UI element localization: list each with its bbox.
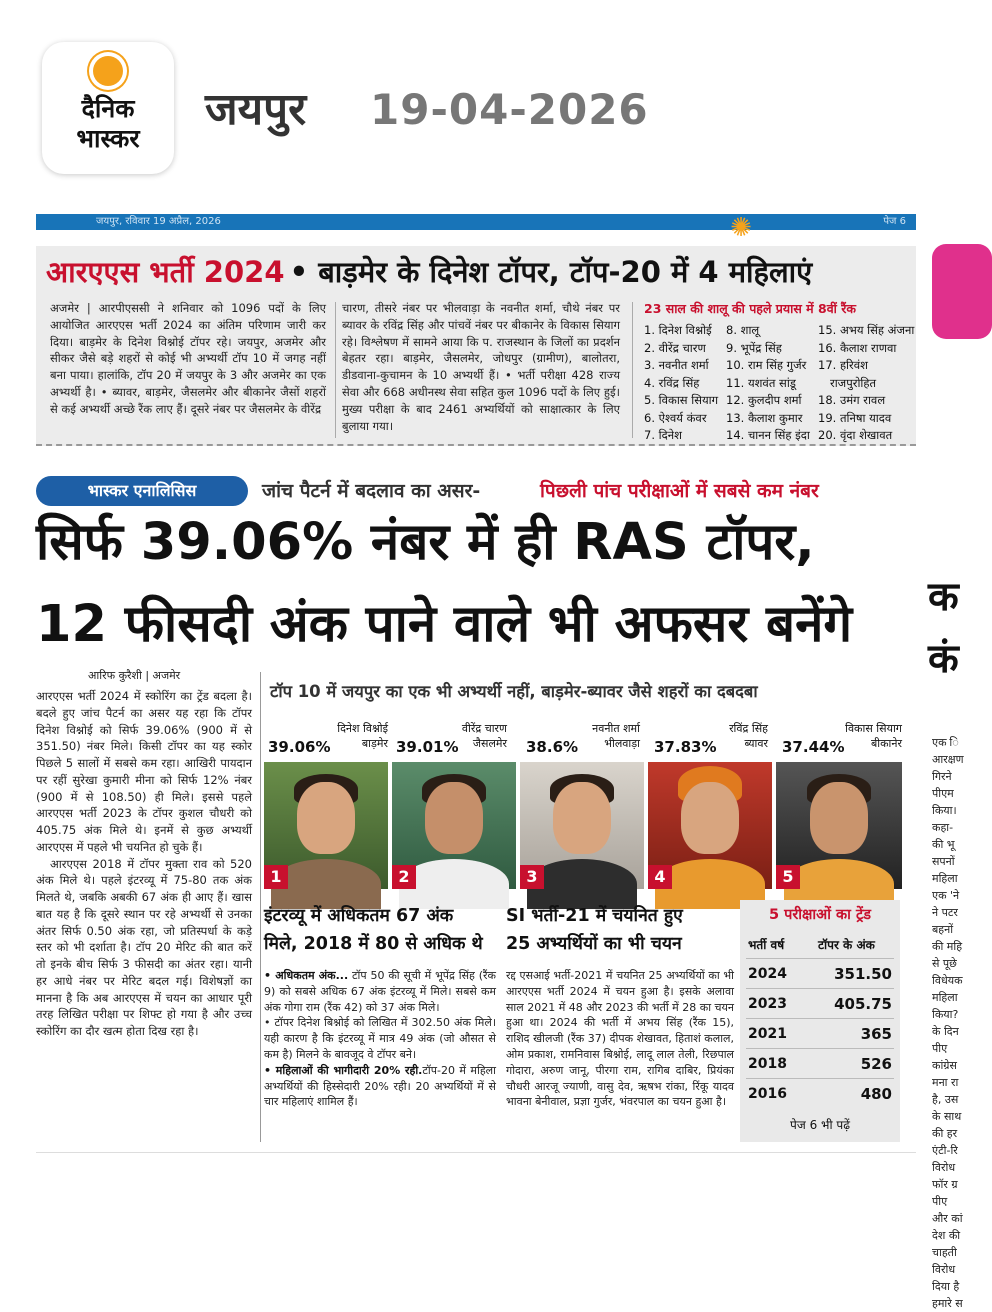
trend-score: 526 xyxy=(860,1055,892,1073)
trend-col-year: भर्ती वर्ष xyxy=(748,938,785,952)
side-text-line: मना रा xyxy=(932,1076,959,1089)
side-text-line: की हर xyxy=(932,1127,958,1140)
trend-score: 365 xyxy=(860,1025,892,1043)
interview-point-lead: • महिलाओं की भागीदारी 20% रही. xyxy=(264,1063,423,1077)
side-text-line: महिला xyxy=(932,991,958,1004)
rank-list-title: 23 साल की शालू की पहले प्रयास में 8वीं रैंक xyxy=(644,301,856,316)
topper-name: रविंद्र सिंह xyxy=(729,722,768,735)
rank-item: 14. चानन सिंह इंदा xyxy=(726,428,810,442)
si-body xyxy=(506,968,734,1146)
story-body xyxy=(36,688,252,1146)
side-text-line: महिला xyxy=(932,872,958,885)
side-text-line: ने पटर xyxy=(932,906,958,919)
rank-item: 19. तनिषा यादव xyxy=(818,410,892,425)
side-text xyxy=(932,734,972,1312)
side-text-line: पीए xyxy=(932,1195,948,1208)
topper-percent: 37.83% xyxy=(654,738,717,756)
rank-item: 7. दिनेश xyxy=(644,428,682,442)
rank-item: 9. भूपेंद्र सिंह xyxy=(726,340,782,355)
side-text-line: सपनों xyxy=(932,855,955,868)
side-text-line: बहनों xyxy=(932,923,954,936)
side-text-line: एंटी-रि xyxy=(932,1144,958,1157)
rank-number: 2 xyxy=(392,865,416,889)
topper-city: जैसलमेर xyxy=(472,737,507,750)
dainik-bhaskar-logo[interactable] xyxy=(42,42,174,174)
topper-city: ब्यावर xyxy=(744,737,768,750)
rank-number: 1 xyxy=(264,865,288,889)
topper-photo xyxy=(776,762,902,889)
rank-item: राजपुरोहित xyxy=(830,375,877,390)
side-text-line: से पूछे xyxy=(932,957,957,970)
bhaskar-analysis-badge: भास्कर एनालिसिस xyxy=(36,476,248,506)
side-text-line: है, उस xyxy=(932,1093,959,1106)
sun-mark-icon: ✺ xyxy=(730,213,752,243)
rank-item: 12. कुलदीप शर्मा xyxy=(726,393,802,407)
side-text-line: किया? xyxy=(932,1008,959,1021)
pink-graphic xyxy=(932,244,992,339)
topper-name: नवनीत शर्मा xyxy=(592,722,640,735)
table-rule xyxy=(746,1018,894,1019)
ras-headline xyxy=(46,252,906,294)
interview-point-lead: • अधिकतम अंक... xyxy=(264,969,349,982)
trend-year: 2021 xyxy=(748,1026,787,1042)
story-kicker: जांच पैटर्न में बदलाव का असर- xyxy=(262,480,481,502)
si-text: रद्द एसआई भर्ती-2021 में चयनित 25 अभ्यर्थियों का भी आरएएस भर्ती 2024 में चयन हुआ है। इसके अलावा साल 2021 में 48 और 2023 की भर्ती में 28 का चयन हुआ था। 2024 की भर्ती में अभय सिंह (रैंक 15), राशिद खीलजी (रैंक 37) दीपक शेखावत, हिताशं कलाल, ओम प्रकाश, रामनिवास बिश्नोई, लादू लाल तेली, रिछपाल गोदारा, अरुण जानू, पीरगा राम, रागिब दाबिर, प्रियंका चौधरी आरजू ज्याणी, वासु देव, ऋषभ रांका, रिंकू यादव भावना बेनीवाल, प्रज्ञा गुर्जर, भंवरपाल का चयन हुआ है। xyxy=(506,969,735,1109)
topper-percent: 39.01% xyxy=(396,738,459,756)
rank-number: 3 xyxy=(520,865,544,889)
side-text-line: कांग्रेस xyxy=(932,1059,957,1072)
side-text-line: गिरने xyxy=(932,770,952,783)
topper-photo xyxy=(392,762,516,889)
rank-item: 13. कैलाश कुमार xyxy=(726,410,803,425)
ras-column-2: चारण, तीसरे नंबर पर भीलवाड़ा के नवनीत शर्मा, चौथे नंबर पर ब्यावर के रविंद्र सिंह और पांचवें नंबर पर बीकानेर के विकास सियाग रहे। विश्लेषण में सामने आया कि प. राजस्थान के जिलों का प्रदर्शन बेहतर रहा। बाड़मेर, जैसलमेर, जोधपुर (ग्रामीण), बालोतरा, डीडवाना-कुचामन के 10 अभ्यर्थी हैं। • भर्ती परीक्षा 428 राज्य सेवा और 668 अधीनस्थ सेवा सहित कुल 1096 पदों के लिए हुई। मुख्य परीक्षा के बाद 2461 अभ्यर्थियों को साक्षात्कार के लिए बुलाया गया। xyxy=(342,301,620,433)
topper-name: विकास सियाग xyxy=(845,722,902,735)
topper-city: बीकानेर xyxy=(870,737,902,750)
rank-number: 5 xyxy=(776,865,800,889)
byline: आरिफ कुरैशी | अजमेर xyxy=(88,669,181,682)
side-text-line: की महि xyxy=(932,940,963,953)
rank-item: 1. दिनेश विश्नोई xyxy=(644,323,712,337)
topper-percent: 39.06% xyxy=(268,738,331,756)
band-date: जयपुर, रविवार 19 अप्रैल, 2026 xyxy=(96,216,221,227)
side-text-line: एक ि xyxy=(932,736,959,749)
edition-city: जयपुर xyxy=(205,84,307,135)
interview-point: • टॉपर दिनेश बिश्नोई को लिखित में 302.50 अंक मिले। यही कारण है कि इंटरव्यू में मात्र 49 अंक (जो औसत से कम है) मिलने के बावजूद वे टॉपर बने। xyxy=(264,1016,496,1061)
trend-col-score: टॉपर के अंक xyxy=(818,938,875,952)
ras-column-1: अजमेर | आरपीएससी ने शनिवार को 1096 पदों के लिए आयोजित आरएएस भर्ती 2024 का अंतिम परिणाम जारी कर दिया। बाड़मेर के दिनेश विश्नोई टॉपर रहे। जयपुर, अजमेर और सीकर जैसे बड़े शहरों से कोई भी अभ्यर्थी टॉप 10 में जगह नहीं बना पाया। हालांकि, टॉप 20 में जयपुर के 3 और अजमेर का एक अभ्यर्थी है। • ब्यावर, बाड़मेर, जैसलमेर और बीकानेर जैसों शहरों से कई अभ्यर्थी अच्छे रैंक लाए हैं। दूसरे नंबर पर जैसलमेर के वीरेंद्र xyxy=(50,301,326,416)
main-headline-line-1: सिर्फ 39.06% नंबर में ही RAS टॉपर, xyxy=(36,513,815,572)
photo-strip-subhead: टॉप 10 में जयपुर का एक भी अभ्यर्थी नहीं, बाड़मेर-ब्यावर जैसे शहरों का दबदबा xyxy=(270,682,758,701)
edition-date[interactable]: 19-04-2026 xyxy=(370,85,649,134)
side-text-line: विधेयक xyxy=(932,974,963,987)
topper-city: बाड़मेर xyxy=(361,737,388,750)
trend-table-title: 5 परीक्षाओं का ट्रेंड xyxy=(768,907,872,923)
interview-point xyxy=(264,1063,496,1110)
side-text-line: चाहती xyxy=(932,1246,957,1259)
side-text-line: के दिन xyxy=(932,1025,959,1038)
interview-heading-2: मिले, 2018 में 80 से अधिक थे xyxy=(264,934,483,954)
logo-line-2: भास्कर xyxy=(76,124,140,153)
story-paragraph: आरएएस 2018 में टॉपर मुक्ता राव को 520 अंक मिले थे। पहले इंटरव्यू में 75-80 तक अंक मिलते थे, जबकि अबकी 67 अंक ही आए हैं। खास बात यह है कि दूसरे स्थान पर रहे अभ्यर्थी से उनका अंतर सिर्फ 0.50 अंक रहा, जो प्रतिस्पर्धा के कड़े स्तर को भी दर्शाता है। टॉप 20 मेरिट की बात करें तो इनके बीच सिर्फ 3 फीसदी का अंतर रहा। यानी हर आधे नंबर पर मेरिट बदल गई। विशेषज्ञों का मानना है कि अब आरएएस में चयन का आधार पूरी तरह लिखित परीक्षा पर शिफ्ट हो गया है और उच्च स्कोरिंग का दौर खत्म होता दिख रहा है। xyxy=(36,856,252,1038)
logo-line-1: दैनिक xyxy=(81,94,135,123)
interview-body xyxy=(264,968,496,1146)
side-text-line: विरोध xyxy=(932,1263,956,1276)
trend-score: 480 xyxy=(860,1085,892,1103)
rank-item: 20. वृंदा शेखावत xyxy=(818,428,893,442)
topper-photo xyxy=(648,762,772,889)
topper-name: वीरेंद्र चारण xyxy=(461,722,507,735)
rank-item: 6. ऐश्वर्य कंवर xyxy=(644,410,707,425)
side-text-line: दिया है xyxy=(932,1280,960,1293)
page-bottom-edge xyxy=(36,1152,916,1161)
rank-item: 16. कैलाश राणवा xyxy=(818,340,897,355)
topper-photo xyxy=(520,762,644,889)
rank-item: 2. वीरेंद्र चारण xyxy=(644,340,706,355)
table-rule xyxy=(746,988,894,989)
rank-item: 3. नवनीत शर्मा xyxy=(644,358,709,372)
side-text-line: पीए xyxy=(932,1042,948,1055)
rank-item: 17. हरिवंश xyxy=(818,358,868,372)
side-headline-1: क xyxy=(928,574,959,620)
si-heading-1: SI भर्ती-21 में चयनित हुए xyxy=(506,906,683,926)
trend-year: 2024 xyxy=(748,966,787,982)
rank-item: 15. अभय सिंह अंजना xyxy=(818,323,915,337)
side-text-line: और कां xyxy=(932,1212,963,1225)
column-divider xyxy=(632,302,633,438)
rank-number: 4 xyxy=(648,865,672,889)
side-text-line: आरक्षण xyxy=(932,753,964,766)
trend-score: 405.75 xyxy=(834,995,892,1013)
rank-item: 11. यशवंत सांडू xyxy=(726,375,796,390)
side-text-line: देश की xyxy=(932,1229,961,1242)
rank-item: 5. विकास सियाग xyxy=(644,393,719,407)
column-divider xyxy=(335,302,336,438)
si-heading-2: 25 अभ्यर्थियों का भी चयन xyxy=(506,934,682,954)
rank-item: 18. उमंग रावल xyxy=(818,393,886,407)
trend-year: 2023 xyxy=(748,996,787,1012)
topper-photo xyxy=(264,762,388,889)
trend-score: 351.50 xyxy=(834,965,892,983)
side-text-line: एक 'ने xyxy=(932,889,960,902)
interview-point xyxy=(264,968,496,1015)
table-rule xyxy=(746,1078,894,1079)
read-page-6-link[interactable]: पेज 6 भी पढ़ें xyxy=(790,1118,850,1132)
topper-city: भीलवाड़ा xyxy=(604,737,640,750)
side-text-line: हमारे स xyxy=(932,1297,963,1310)
side-text-line: की भू xyxy=(932,838,955,851)
rank-list xyxy=(644,322,915,442)
side-text-line: के साथ xyxy=(932,1110,962,1123)
interview-point-text: टॉप 50 की सूची में भूपेंद्र सिंह (रैंक 9) को सबसे अधिक 67 अंक इंटरव्यू में मिले। सबसे कम अंक गोगा राम (रैंक 42) को 37 अंक मिले। xyxy=(264,969,496,1014)
table-rule xyxy=(746,958,894,959)
rank-item: 10. राम सिंह गुर्जर xyxy=(726,358,807,372)
band-page: पेज 6 xyxy=(883,216,906,227)
page-top-band xyxy=(36,214,916,230)
ras-headline-red: आरएएस भर्ती 2024 xyxy=(46,255,285,289)
side-text-line: फॉर ग्र xyxy=(932,1178,958,1191)
trend-year: 2018 xyxy=(748,1056,787,1072)
trend-year: 2016 xyxy=(748,1086,787,1102)
rank-item: 8. शालू xyxy=(726,323,760,337)
side-headline-2: कं xyxy=(928,636,959,682)
side-text-line: कहा- xyxy=(932,821,954,834)
topper-name: दिनेश विश्नोई xyxy=(337,722,388,735)
ras-headline-black: • बाड़मेर के दिनेश टॉपर, टॉप-20 में 4 महिलाएं xyxy=(289,255,813,289)
interview-point-text: टॉप-20 में महिला अभ्यर्थियों की हिस्सेदारी 20% रही। 20 अभ्यर्थियों में से चार महिलाएं शामिल हैं। xyxy=(264,1063,496,1109)
topper-percent: 37.44% xyxy=(782,738,845,756)
story-paragraph: आरएएस भर्ती 2024 में स्कोरिंग का ट्रेंड बदला है। बदले हुए जांच पैटर्न का असर यह रहा कि टॉपर दिनेश विश्नोई को सिर्फ 39.06% (900 में से 351.50) नंबर मिले। किसी टॉपर का यह स्कोर पिछले 5 सालों में सबसे कम रहा। आखिरी पायदान पर रहीं सुरेखा कुमारी मीना को सिर्फ 12% नंबर (900 में से 108.50) ही मिले। इससे पहले आरएएस भर्ती 2023 के टॉपर कुशल चौधरी को 405.75 अंक मिले थे। इनमें से कुछ अभ्यर्थी आरएएस में पहले भी चयनित हो चुके हैं। xyxy=(36,689,252,854)
story-kicker-red: पिछली पांच परीक्षाओं में सबसे कम नंबर xyxy=(540,480,819,502)
side-text-line: पीएम xyxy=(932,787,954,800)
adjacent-article-strip xyxy=(922,214,964,1310)
side-text-line: किया। xyxy=(932,804,957,817)
column-divider xyxy=(260,672,261,1142)
topper-percent: 38.6% xyxy=(526,738,579,756)
main-headline-line-2: 12 फीसदी अंक पाने वाले भी अफसर बनेंगे xyxy=(36,595,853,654)
table-rule xyxy=(746,1048,894,1049)
side-text-line: विरोध xyxy=(932,1161,956,1174)
interview-heading-1: इंटरव्यू में अधिकतम 67 अंक xyxy=(264,906,454,926)
rank-item: 4. रविंद्र सिंह xyxy=(644,375,700,390)
sun-icon xyxy=(93,56,123,86)
